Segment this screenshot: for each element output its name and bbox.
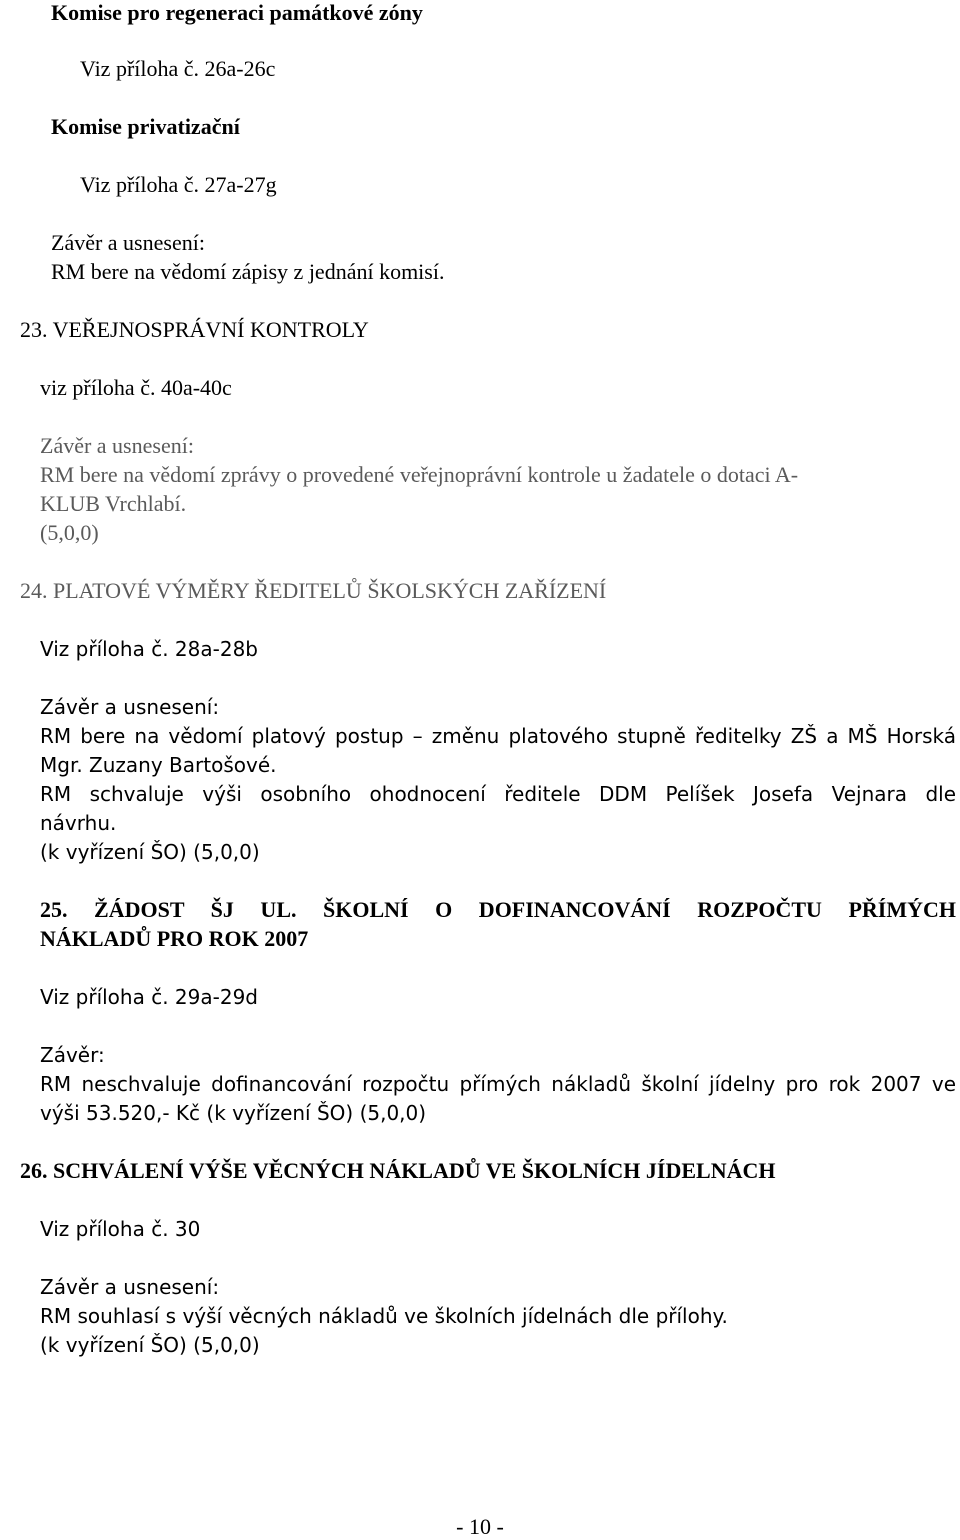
section-26-ref: Viz příloha č. 30 [40,1217,201,1241]
section-24-heading: 24. PLATOVÉ VÝMĚRY ŘEDITELŮ ŠKOLSKÝCH ZAŘÍZENÍ [20,578,607,603]
page-number: - 10 - [456,1514,504,1539]
commission-priv-label: Závěr a usnesení: [51,230,205,255]
section-25-ref: Viz příloha č. 29a-29d [40,985,258,1009]
section-25-heading-line2: NÁKLADŮ PRO ROK 2007 [40,926,309,951]
section-24-line1: RM bere na vědomí platový postup – změnu platového stupně ředitelky ZŠ a MŠ Horská [40,724,956,748]
section-24-line4: návrhu. [40,811,117,835]
section-23-heading: 23. VEŘEJNOSPRÁVNÍ KONTROLY [20,317,369,342]
section-23-ref: viz příloha č. 40a-40c [40,375,232,400]
section-23-line2: KLUB Vrchlabí. [40,491,187,516]
section-26-line2: (k vyřízení ŠO) (5,0,0) [40,1333,260,1357]
section-26-heading: 26. SCHVÁLENÍ VÝŠE VĚCNÝCH NÁKLADŮ VE ŠKOLNÍCH JÍDELNÁCH [20,1158,776,1183]
section-24-ref: Viz příloha č. 28a-28b [40,637,258,661]
section-25-line2: výši 53.520,- Kč (k vyřízení ŠO) (5,0,0) [40,1101,427,1125]
section-24-line3: RM schvaluje výši osobního ohodnocení ředitele DDM Pelíšek Josefa Vejnara dle [40,782,956,806]
section-25-line1: RM neschvaluje dofinancování rozpočtu přímých nákladů školní jídelny pro rok 2007 ve [40,1072,956,1096]
commission-priv-ref: Viz příloha č. 27a-27g [80,172,277,197]
section-23-line1: RM bere na vědomí zprávy o provedené veřejnoprávní kontrole u žadatele o dotaci A- [40,462,799,487]
section-24-vote: (k vyřízení ŠO) (5,0,0) [40,840,260,864]
section-23-label: Závěr a usnesení: [40,433,194,458]
commission-regen-title: Komise pro regeneraci památkové zóny [51,0,423,25]
section-24-label: Závěr a usnesení: [40,695,220,719]
section-25-heading-line1: 25. ŽÁDOST ŠJ UL. ŠKOLNÍ O DOFINANCOVÁNÍ ROZPOČTU PŘÍMÝCH [40,897,956,922]
commission-priv-title: Komise privatizační [51,114,240,139]
commission-regen-ref: Viz příloha č. 26a-26c [80,56,276,81]
section-26-line1: RM souhlasí s výší věcných nákladů ve školních jídelnách dle přílohy. [40,1304,728,1328]
section-25-label: Závěr: [40,1043,105,1067]
section-26-label: Závěr a usnesení: [40,1275,220,1299]
commission-priv-text: RM bere na vědomí zápisy z jednání komisí. [51,259,445,284]
section-24-line2: Mgr. Zuzany Bartošové. [40,753,277,777]
section-23-vote: (5,0,0) [40,520,99,545]
